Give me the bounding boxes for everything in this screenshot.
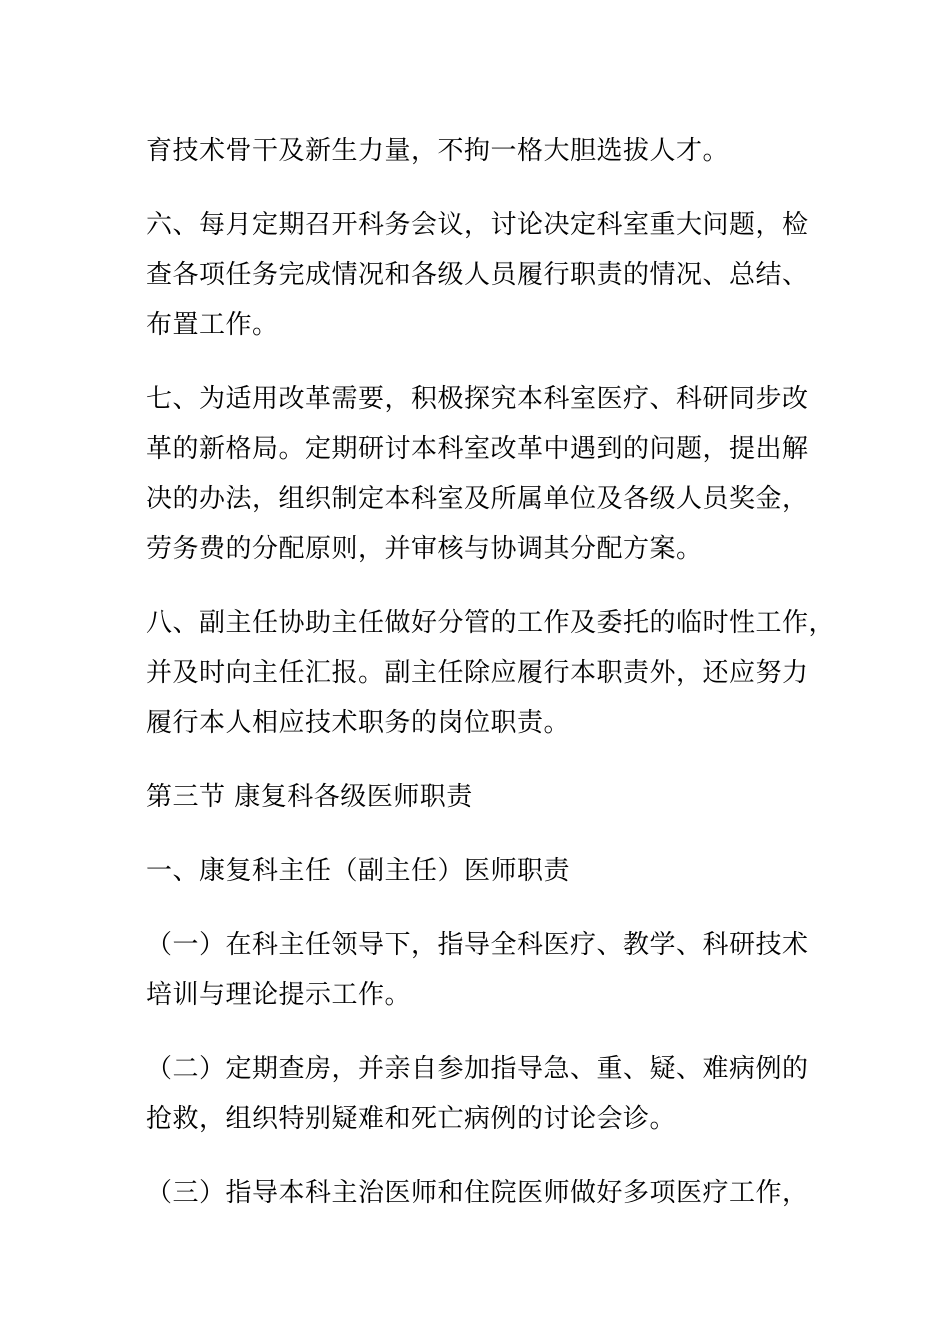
text-line: 八、副主任协助主任做好分管的工作及委托的临时性工作， xyxy=(146,608,836,638)
text-line: 七、为适用改革需要，积极探究本科室医疗、科研同步改 xyxy=(146,384,809,414)
text-line: 决的办法，组织制定本科室及所属单位及各级人员奖金， xyxy=(146,484,809,514)
text-line: 革的新格局。定期研讨本科室改革中遇到的问题，提出解 xyxy=(146,434,809,464)
text-line: 培训与理论提示工作。 xyxy=(146,980,412,1010)
text-line: 查各项任务完成情况和各级人员履行职责的情况、总结、 xyxy=(146,260,809,290)
text-line: （一）在科主任领导下，指导全科医疗、教学、科研技术 xyxy=(146,930,809,960)
subsection-heading: 一、康复科主任（副主任）医师职责 xyxy=(146,856,571,886)
text-line: 劳务费的分配原则，并审核与协调其分配方案。 xyxy=(146,534,703,564)
section-heading: 第三节 康复科各级医师职责 xyxy=(146,782,473,812)
text-line: 六、每月定期召开科务会议，讨论决定科室重大问题，检 xyxy=(146,210,809,240)
text-line: （二）定期查房，并亲自参加指导急、重、疑、难病例的 xyxy=(146,1054,809,1084)
text-line: 并及时向主任汇报。副主任除应履行本职责外，还应努力 xyxy=(146,658,809,688)
text-line: （三）指导本科主治医师和住院医师做好多项医疗工作， xyxy=(146,1178,809,1208)
text-line: 布置工作。 xyxy=(146,310,279,340)
text-line: 抢救，组织特别疑难和死亡病例的讨论会诊。 xyxy=(146,1104,677,1134)
text-line: 履行本人相应技术职务的岗位职责。 xyxy=(146,708,571,738)
text-line: 育技术骨干及新生力量，不拘一格大胆选拔人才。 xyxy=(146,136,730,166)
